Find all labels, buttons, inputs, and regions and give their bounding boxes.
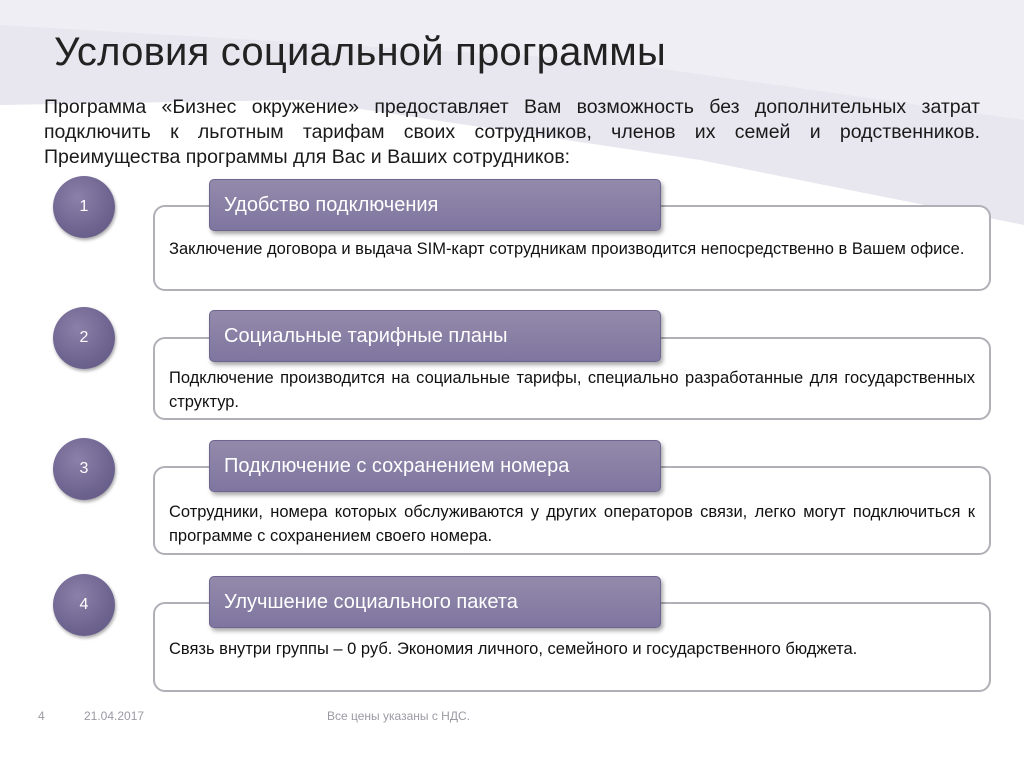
footer-note: Все цены указаны с НДС. (327, 709, 470, 723)
item-heading-tab: Социальные тарифные планы (209, 310, 661, 362)
item-number-badge: 4 (53, 574, 115, 636)
item-description: Связь внутри группы – 0 руб. Экономия личного, семейного и государственного бюджета. (169, 640, 858, 658)
item-number-badge: 3 (53, 438, 115, 500)
footer-page-number: 4 (38, 709, 45, 723)
footer-date: 21.04.2017 (84, 709, 145, 723)
item-heading-tab: Подключение с сохранением номера (209, 440, 661, 492)
item-description: Подключение производится на социальные тарифы, специально разработанные для государственных структур. (169, 369, 975, 411)
intro-paragraph: Программа «Бизнес окружение» предоставляет Вам возможность без дополнительных затрат подключить к льготным тарифам своих сотрудников, членов их семей и родственников. Преимущества программы для Вас и Ваших сотрудников: (44, 96, 980, 168)
item-heading-tab: Улучшение социального пакета (209, 576, 661, 628)
item-heading-tab: Удобство подключения (209, 179, 661, 231)
slide-title: Условия социальной программы (54, 30, 666, 74)
item-description: Заключение договора и выдача SIM-карт сотрудникам производится непосредственно в Вашем офисе. (169, 240, 965, 258)
item-number-badge: 2 (53, 307, 115, 369)
item-description: Сотрудники, номера которых обслуживаются у других операторов связи, легко могут подключиться к программе с сохранением своего номера. (169, 503, 975, 545)
item-number-badge: 1 (53, 176, 115, 238)
